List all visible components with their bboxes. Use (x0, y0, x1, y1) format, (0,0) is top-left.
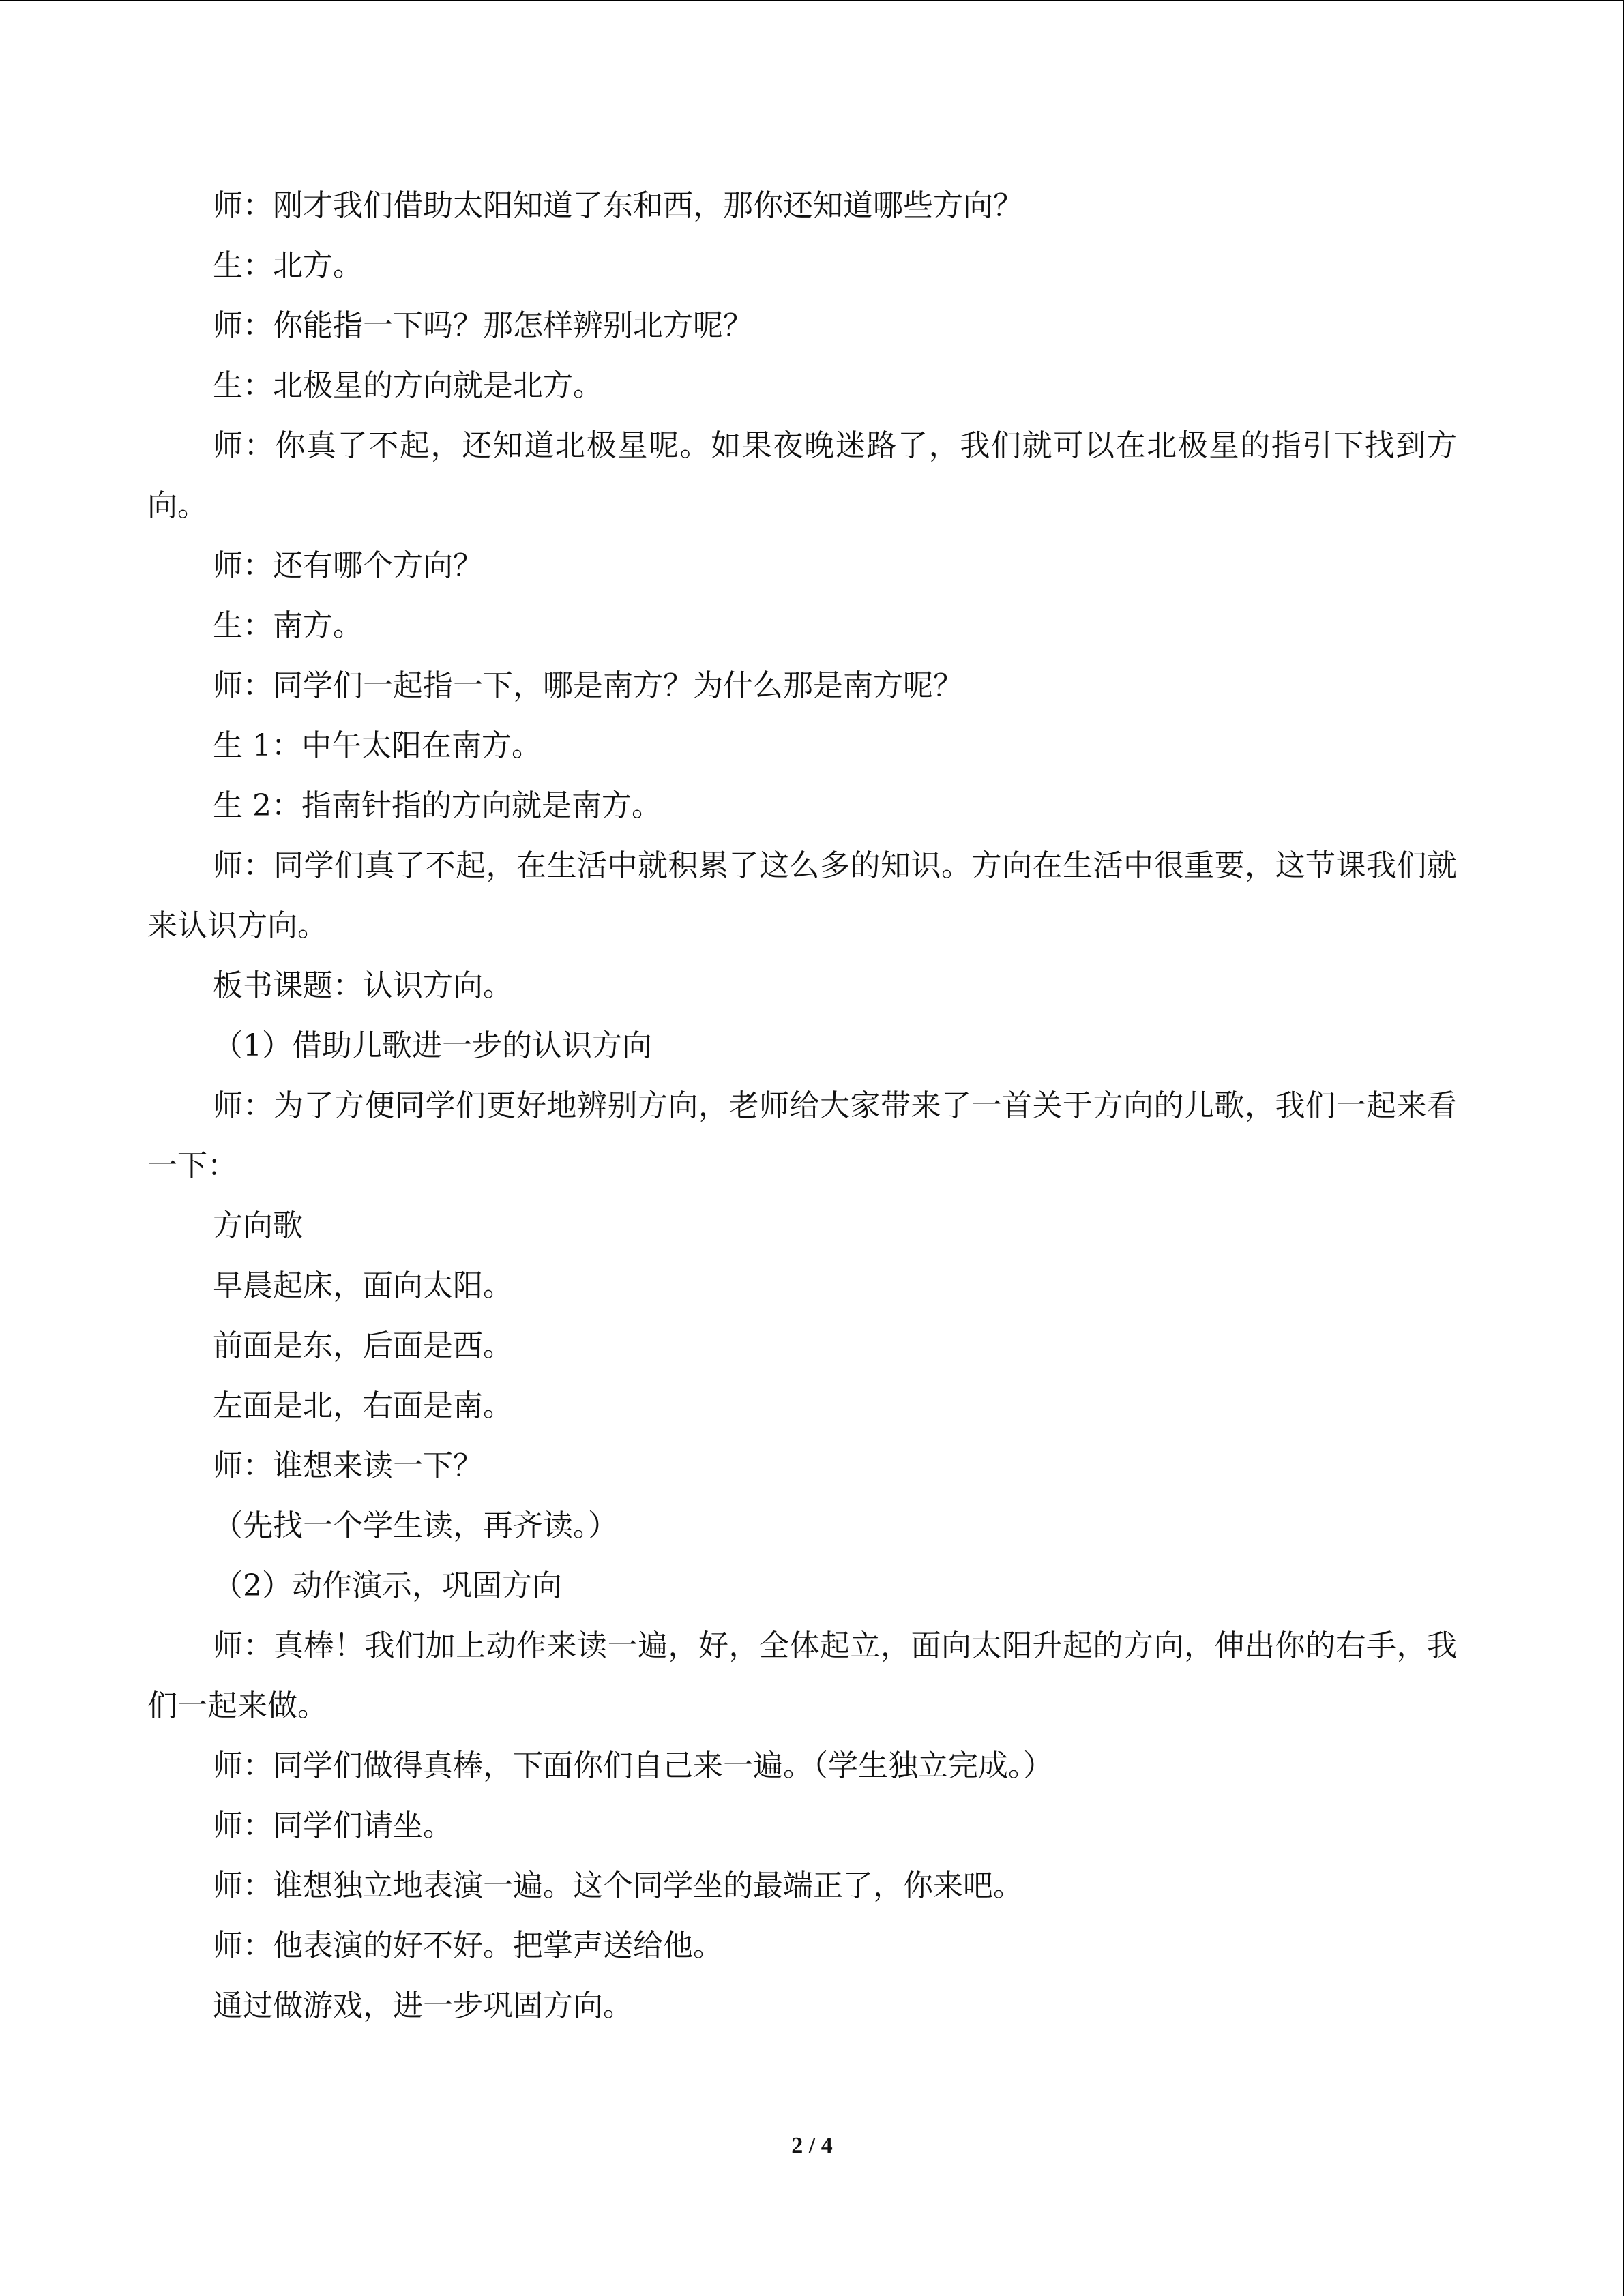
song-title: 方向歌 (213, 1208, 303, 1243)
section-heading: （2）动作演示，巩固方向 (213, 1568, 562, 1603)
paragraph: 生：北极星的方向就是北方。 (213, 368, 603, 403)
section-heading: （1）借助儿歌进一步的认识方向 (213, 1028, 652, 1063)
paragraph: 师：同学们一起指一下，哪是南方？为什么那是南方呢？ (213, 668, 963, 703)
paragraph: 生：南方。 (213, 608, 363, 643)
page-number: 2 / 4 (791, 2133, 833, 2158)
paragraph: 师：刚才我们借助太阳知道了东和西，那你还知道哪些方向？ (213, 188, 1023, 223)
song-line: 前面是东，后面是西。 (213, 1328, 513, 1363)
paragraph: 师：谁想独立地表演一遍。这个同学坐的最端正了，你来吧。 (213, 1868, 1023, 1903)
paragraph: 师：你能指一下吗？那怎样辨别北方呢？ (213, 308, 753, 343)
paragraph: 板书课题：认识方向。 (213, 968, 513, 1003)
paragraph: 师：他表演的好不好。把掌声送给他。 (213, 1928, 723, 1963)
paragraph: 生 1：中午太阳在南方。 (213, 728, 542, 763)
song-line: 左面是北，右面是南。 (213, 1388, 513, 1423)
paragraph: （先找一个学生读，再齐读。） (213, 1508, 618, 1543)
song-line: 早晨起床，面向太阳。 (213, 1268, 513, 1303)
paragraph: 师：为了方便同学们更好地辨别方向，老师给大家带来了一首关于方向的儿歌，我们一起来看一下： (147, 1088, 1457, 1183)
paragraph: 生 2：指南针指的方向就是南方。 (213, 788, 662, 823)
paragraph: 师：同学们做得真棒，下面你们自己来一遍。（学生独立完成。） (213, 1748, 1053, 1783)
paragraph: 师：还有哪个方向？ (213, 548, 483, 583)
paragraph: 生：北方。 (213, 248, 363, 283)
paragraph: 师：同学们真了不起，在生活中就积累了这么多的知识。方向在生活中很重要，这节课我们就来认识方向。 (147, 848, 1457, 943)
document-body (147, 176, 1457, 2036)
paragraph: 师：你真了不起，还知道北极星呢。如果夜晚迷路了，我们就可以在北极星的指引下找到方向。 (147, 428, 1457, 523)
paragraph: 师：同学们请坐。 (213, 1808, 453, 1843)
paragraph: 通过做游戏，进一步巩固方向。 (213, 1988, 633, 2023)
paragraph: 师：谁想来读一下？ (213, 1448, 483, 1483)
paragraph: 师：真棒！我们加上动作来读一遍，好，全体起立，面向太阳升起的方向，伸出你的右手，我们一起来做。 (147, 1628, 1457, 1723)
